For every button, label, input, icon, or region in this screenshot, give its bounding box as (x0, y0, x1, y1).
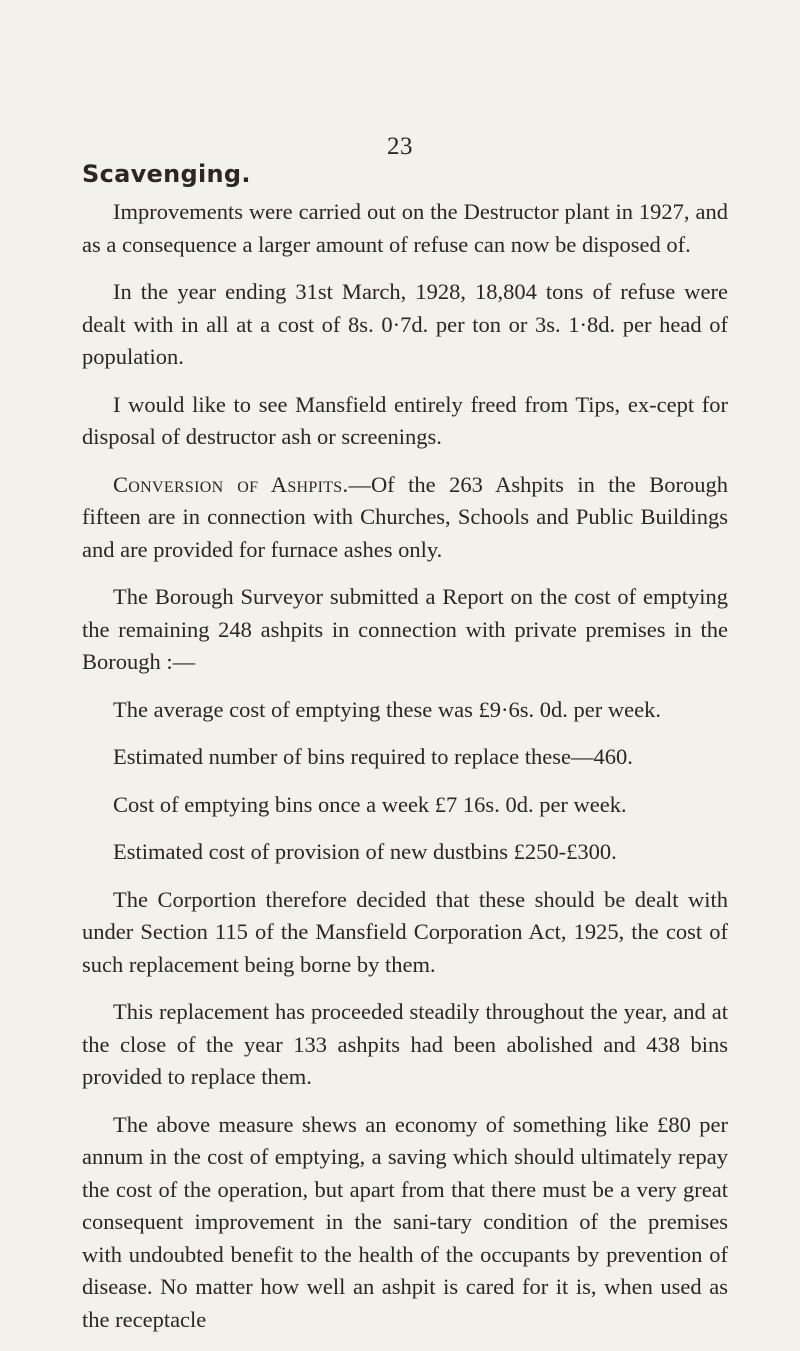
conversion-text: —Of the 263 Ashpits in the Borough fifteen are in connection with Churches, Schools and Public Buildings and are provided for furnace ashes only. (82, 471, 728, 562)
paragraph-bin-emptying-cost: Cost of emptying bins once a week £7 16s. 0d. per week. (113, 791, 627, 817)
paragraph-dustbin-provision-cost: Estimated cost of provision of new dustbins £250-£300. (113, 839, 617, 864)
paragraph-bins-required: Estimated number of bins required to replace these—460. (113, 744, 633, 769)
paragraph-surveyor-report: The Borough Surveyor submitted a Report on the cost of emptying the remaining 248 ashpits in connection with private premises in the Borough :— (82, 584, 728, 674)
paragraph-destructor-improvements: Improvements were carried out on the Destructor plant in 1927, and as a consequence a larger amount of refuse can now be disposed of. (82, 199, 728, 257)
paragraph-corporation-decision: The Corportion therefore decided that these should be dealt with under Section 115 of the Mansfield Corporation Act, 1925, the cost of such replacement being borne by them. (82, 886, 728, 977)
page-number: 23 (387, 133, 413, 160)
body-text (82, 196, 728, 1351)
paragraph-economy: The above measure shews an economy of something like £80 per annum in the cost of emptying, a saving which should ultimately repay the cost of the operation, but apart from that there must be a very great consequent improvement in the sani-tary condition of the premises with undoubted benefit to the health of the occupants by prevention of disease. No matter how well an ashpit is cared for it is, when used as the receptacle (82, 1111, 728, 1332)
paragraph-tips: I would like to see Mansfield entirely freed from Tips, ex-cept for disposal of destructor ash or screenings. (82, 391, 728, 449)
section-heading: Scavenging. (82, 160, 251, 188)
paragraph-average-cost: The average cost of emptying these was £9·6s. 0d. per week. (113, 696, 661, 722)
paragraph-refuse-tonnage: In the year ending 31st March, 1928, 18,804 tons of refuse were dealt with in all at a cost of 8s. 0·7d. per ton or 3s. 1·8d. per head of population. (82, 279, 728, 369)
paragraph-conversion-of-ashpits (82, 469, 728, 567)
paragraph-replacement-progress: This replacement has proceeded steadily throughout the year, and at the close of the year 133 ashpits had been abolished and 438 bins provided to replace them. (82, 999, 728, 1089)
conversion-subheading: Conversion of Ashpits. (113, 471, 349, 497)
